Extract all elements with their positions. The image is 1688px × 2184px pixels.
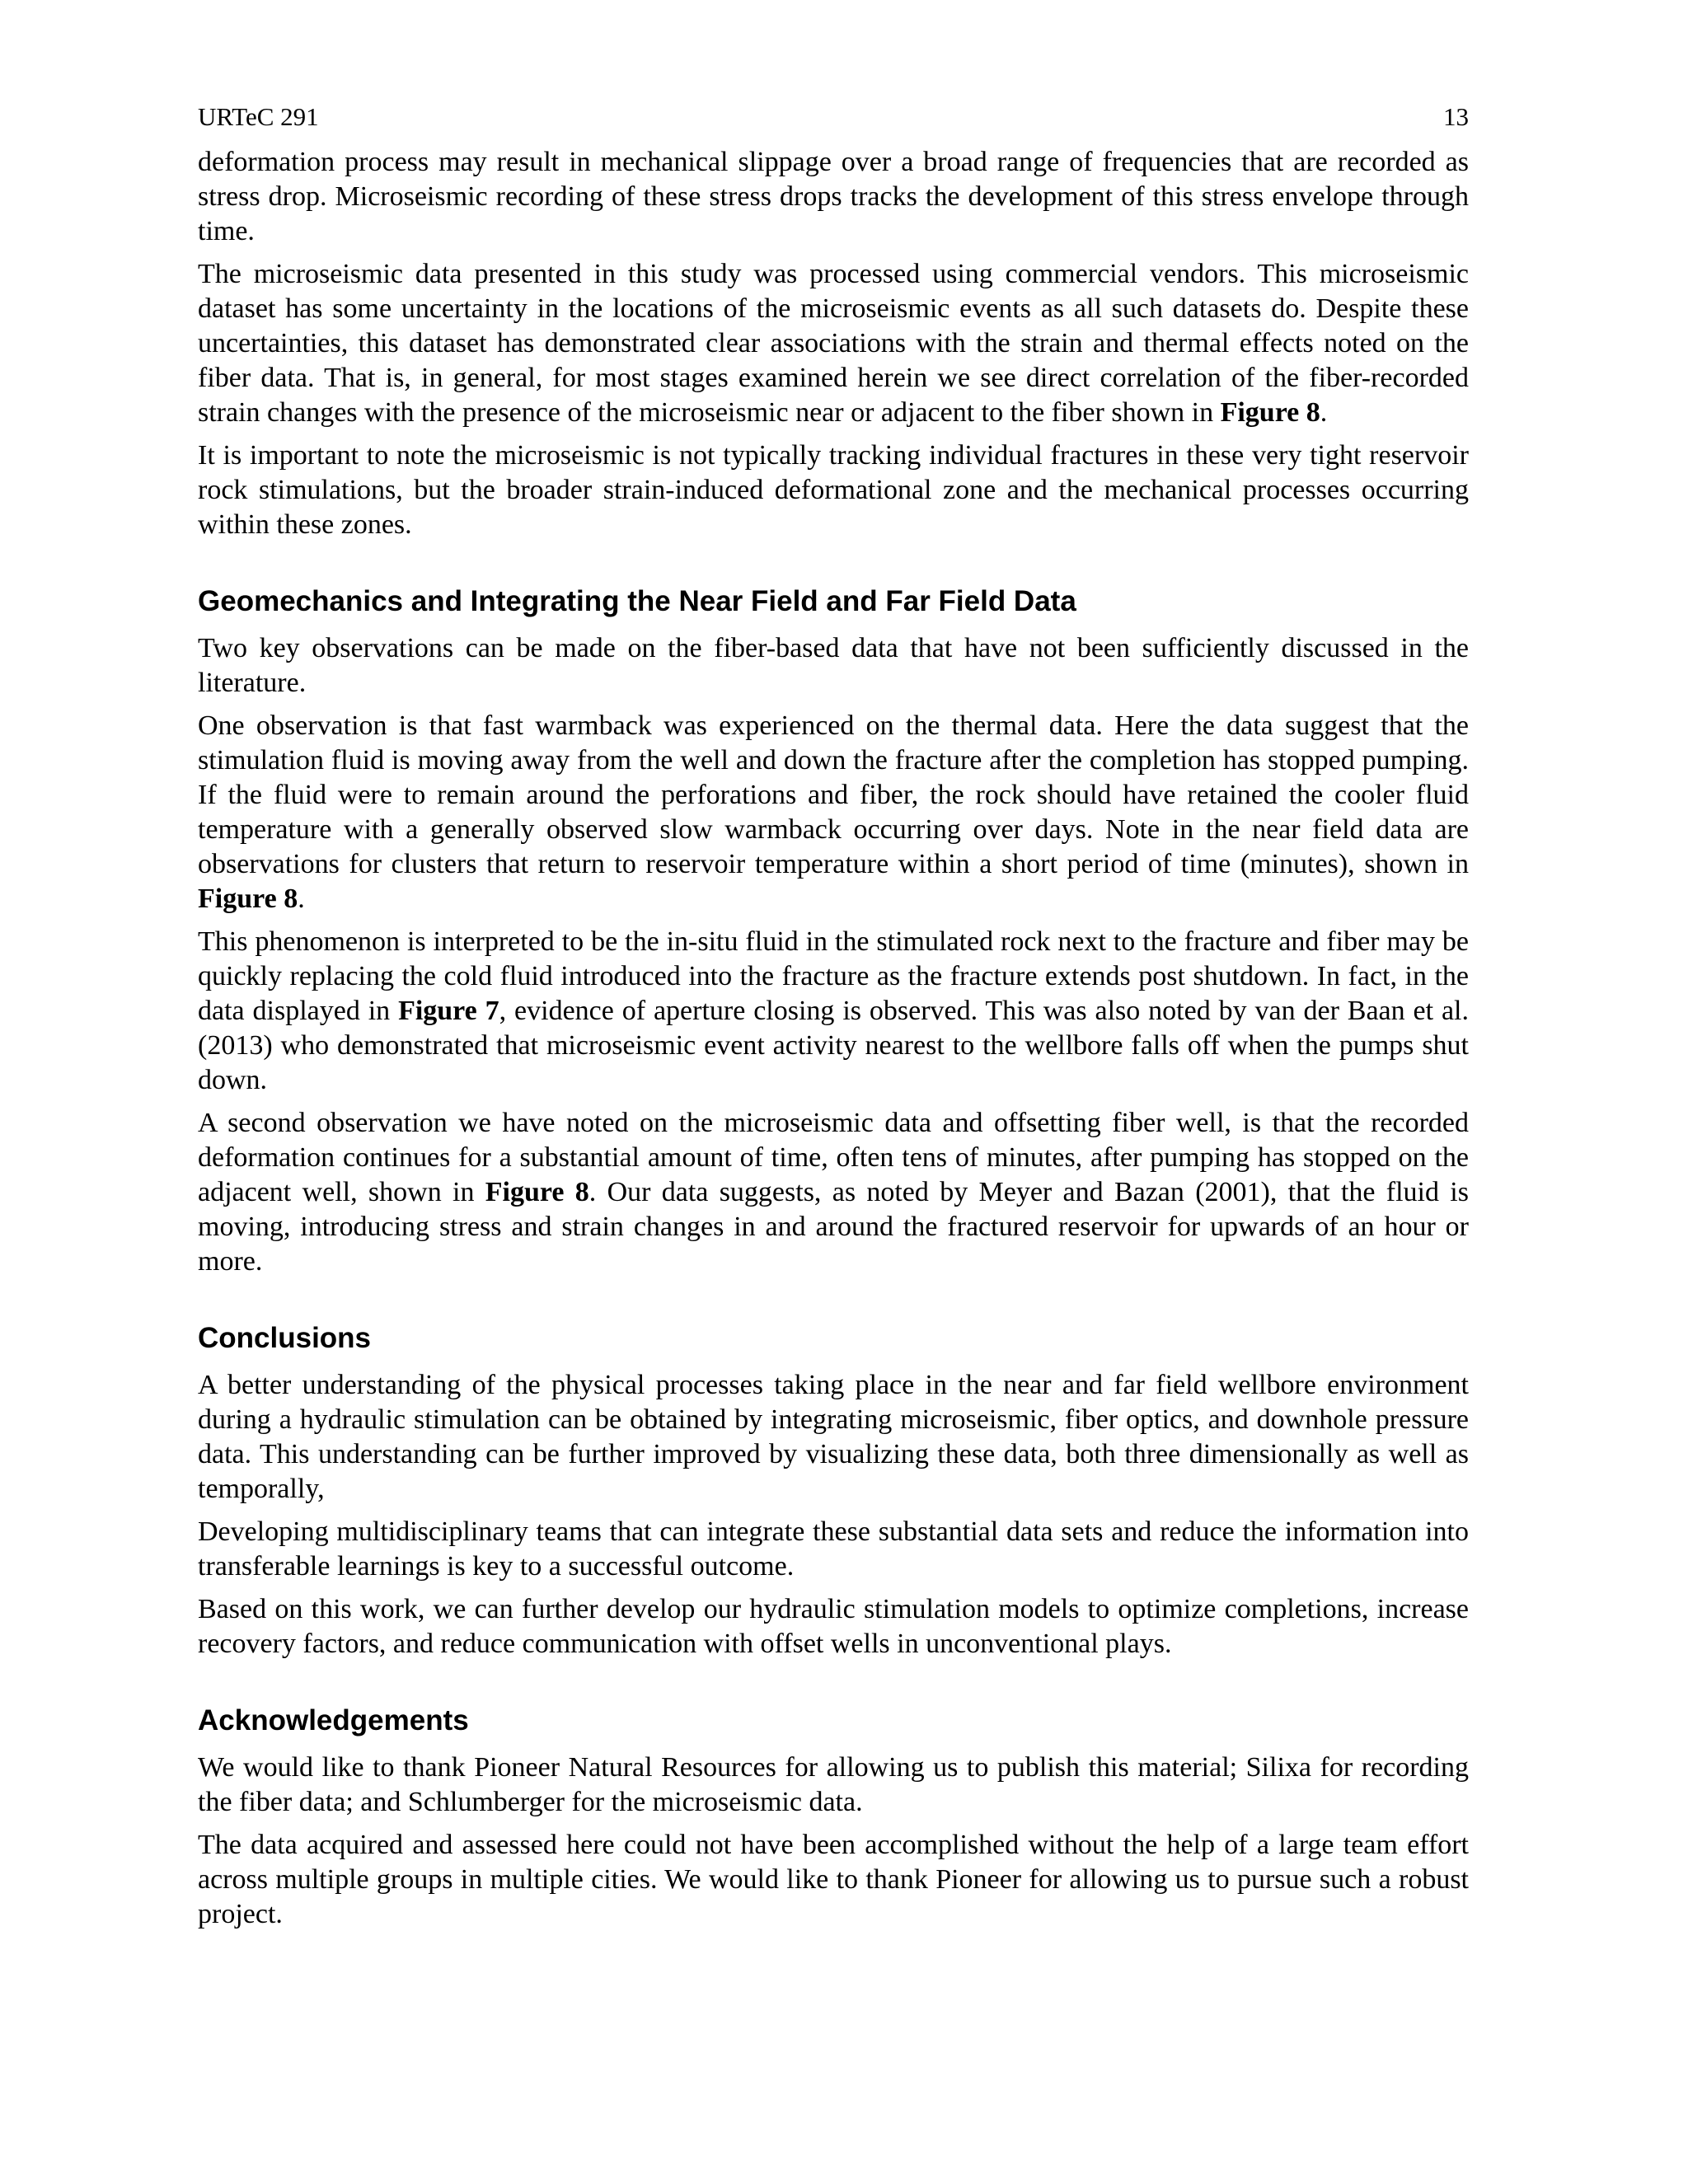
intro-paragraph bbox=[198, 438, 1469, 542]
section-heading: Acknowledgements bbox=[198, 1704, 469, 1736]
section-paragraph bbox=[198, 1750, 1469, 1820]
text-run: deformation process may result in mechanical slippage over a broad range of frequencies that are recorded as stress drop. Microseismic recording of these stress drops tracks the development of this stress envelope through time. bbox=[198, 147, 1469, 246]
section bbox=[198, 583, 1469, 1279]
section-paragraph bbox=[198, 1368, 1469, 1507]
section-paragraph bbox=[198, 1828, 1469, 1932]
text-run: The microseismic data presented in this study was processed using commercial vendors. This microseismic dataset has some uncertainty in the locations of the microseismic events as all such datasets do. Despite these uncertainties, this dataset has demonstrated clear associations with the strain and thermal effects noted on the fiber data. That is, in general, for most stages examined herein we see direct correlation of the fiber-recorded strain changes with the presence of the microseismic near or adjacent to the fiber shown in bbox=[198, 259, 1469, 428]
section-heading: Conclusions bbox=[198, 1322, 372, 1354]
section-paragraph bbox=[198, 709, 1469, 916]
intro-text bbox=[198, 145, 1469, 542]
text-run: . bbox=[1320, 397, 1328, 428]
text-run: It is important to note the microseismic is not typically tracking individual fractures in these very tight reservoir rock stimulations, but the broader strain-induced deformational zone and the mechanical processes occurring within these zones. bbox=[198, 440, 1469, 540]
section bbox=[198, 1703, 1469, 1932]
text-run: This phenomenon is interpreted to be the in-situ fluid in the stimulated rock next to the fracture and fiber may be quickly replacing the cold fluid introduced into the fracture as the fracture extends post shutdown. In fact, in the data displayed in bbox=[198, 926, 1469, 1026]
text-run: Based on this work, we can further develop our hydraulic stimulation models to optimize completions, increase recovery factors, and reduce communication with offset wells in unconventional plays. bbox=[198, 1594, 1469, 1659]
section-paragraph bbox=[198, 1592, 1469, 1661]
figure-reference: Figure 7 bbox=[398, 996, 499, 1026]
section-paragraph bbox=[198, 631, 1469, 701]
text-run: We would like to thank Pioneer Natural Resources for allowing us to publish this material; Silixa for recording the fiber data; and Schlumberger for the microseismic data. bbox=[198, 1752, 1469, 1817]
text-run: The data acquired and assessed here could not have been accomplished without the help of a large team effort across multiple groups in multiple cities. We would like to thank Pioneer for allowing us to pursue such a robust project. bbox=[198, 1830, 1469, 1929]
intro-paragraph bbox=[198, 145, 1469, 249]
document-page bbox=[198, 101, 1469, 1940]
text-run: Two key observations can be made on the fiber-based data that have not been sufficiently discussed in the literature. bbox=[198, 633, 1469, 698]
section-paragraph bbox=[198, 1515, 1469, 1584]
running-header bbox=[198, 101, 1469, 134]
figure-reference: Figure 8 bbox=[1220, 397, 1320, 428]
text-run: . Our data suggests, as noted by Meyer and Bazan (2001), that the fluid is moving, introducing stress and strain changes in and around the fractured reservoir for upwards of an hour or more. bbox=[198, 1177, 1469, 1277]
page-number: 13 bbox=[1443, 102, 1469, 131]
document-sections bbox=[198, 583, 1469, 1932]
text-run: A better understanding of the physical processes taking place in the near and far field wellbore environment during a hydraulic stimulation can be obtained by integrating microseismic, fiber optics, and downhole pressure data. This understanding can be further improved by visualizing these data, both three dimensionally as well as temporally, bbox=[198, 1370, 1469, 1504]
paper-id: URTeC 291 bbox=[198, 102, 319, 131]
section-paragraph bbox=[198, 925, 1469, 1098]
text-run: One observation is that fast warmback was experienced on the thermal data. Here the data suggest that the stimulation fluid is moving away from the well and down the fracture after the completion has stopped pumping. If the fluid were to remain around the perforations and fiber, the rock should have retained the cooler fluid temperature with a generally observed slow warmback occurring over days. Note in the near field data are observations for clusters that return to reservoir temperature within a short period of time (minutes), shown in bbox=[198, 710, 1469, 879]
text-run: A second observation we have noted on the microseismic data and offsetting fiber well, is that the recorded deformation continues for a substantial amount of time, often tens of minutes, after pumping has stopped on the adjacent well, shown in bbox=[198, 1108, 1469, 1207]
figure-reference: Figure 8 bbox=[198, 883, 298, 914]
text-run: Developing multidisciplinary teams that can integrate these substantial data sets and reduce the information into transferable learnings is key to a successful outcome. bbox=[198, 1516, 1469, 1582]
text-run: , evidence of aperture closing is observed. This was also noted by van der Baan et al. (2013) who demonstrated that microseismic event activity nearest to the wellbore falls off when the pumps shut down. bbox=[198, 996, 1469, 1095]
intro-paragraph bbox=[198, 257, 1469, 430]
figure-reference: Figure 8 bbox=[485, 1177, 589, 1207]
text-run: . bbox=[298, 883, 305, 914]
section-heading: Geomechanics and Integrating the Near Field and Far Field Data bbox=[198, 585, 1076, 617]
section bbox=[198, 1320, 1469, 1661]
section-paragraph bbox=[198, 1106, 1469, 1279]
